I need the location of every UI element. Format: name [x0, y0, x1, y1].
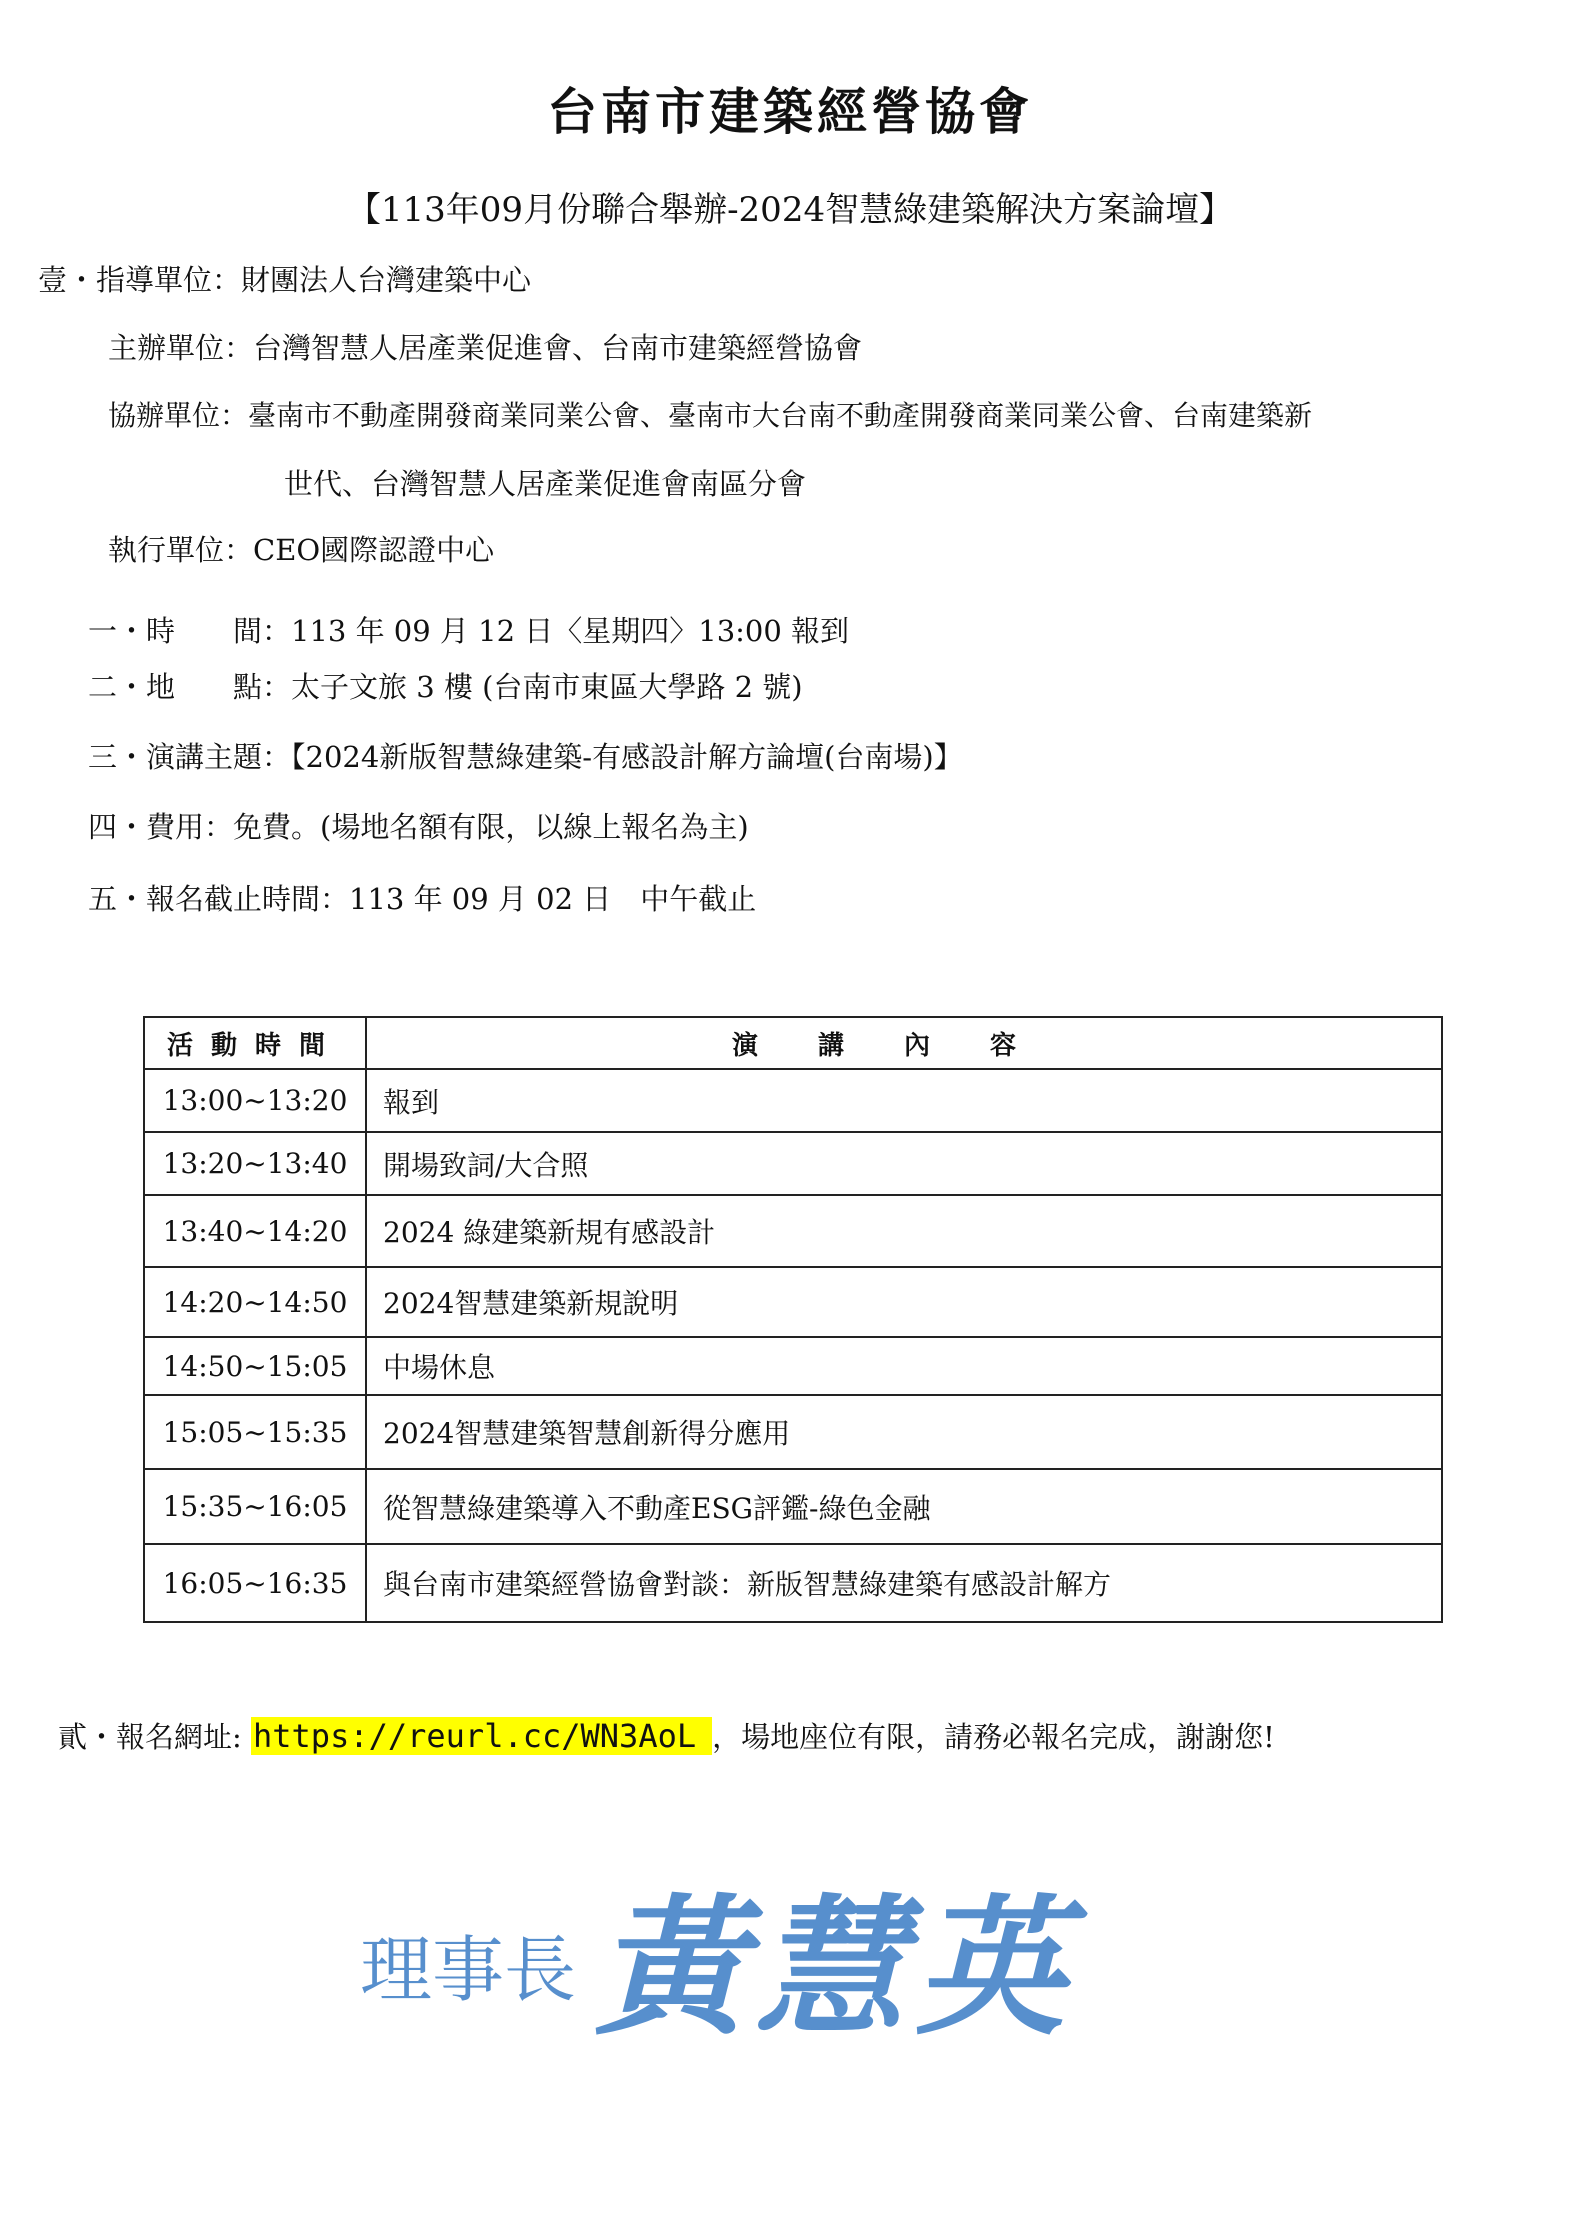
row-content: 2024 綠建築新規有感設計 [366, 1195, 1442, 1267]
schedule-header-row [144, 1017, 1442, 1069]
registration-url-link[interactable]: https://reurl.cc/WN3AoL [251, 1717, 712, 1755]
guide-unit: 壹・指導單位：財團法人台灣建築中心 [38, 263, 532, 297]
row-content: 開場致詞/大合照 [366, 1132, 1442, 1195]
row-time: 14:20~14:50 [144, 1267, 366, 1337]
registration-note: ，場地座位有限，請務必報名完成，謝謝您! [712, 1720, 1275, 1754]
event-fee: 四・費用：免費。(場地名額有限，以線上報名為主) [88, 810, 749, 844]
row-content: 中場休息 [366, 1337, 1442, 1395]
row-time: 16:05~16:35 [144, 1544, 366, 1622]
row-time: 14:50~15:05 [144, 1337, 366, 1395]
table-row [144, 1195, 1442, 1267]
table-row [144, 1544, 1442, 1622]
signature-stamp-graphic [360, 1855, 1130, 2065]
header-lecture-content: 演講內容 [366, 1017, 1442, 1069]
table-row [144, 1469, 1442, 1544]
co-host-unit-continued: 世代、台灣智慧人居產業促進會南區分會 [284, 467, 807, 501]
registration-deadline: 五・報名截止時間：113 年 09 月 02 日 中午截止 [88, 882, 757, 916]
table-row [144, 1267, 1442, 1337]
executor-unit: 執行單位：CEO國際認證中心 [108, 533, 495, 567]
row-content: 從智慧綠建築導入不動產ESG評鑑-綠色金融 [366, 1469, 1442, 1544]
table-row [144, 1132, 1442, 1195]
row-time: 13:20~13:40 [144, 1132, 366, 1195]
registration-label: 貳・報名網址: [58, 1720, 251, 1754]
schedule-table [143, 1016, 1443, 1623]
signature-title: 理事長 [360, 1928, 577, 2012]
row-content: 報到 [366, 1069, 1442, 1132]
row-content: 2024智慧建築智慧創新得分應用 [366, 1395, 1442, 1469]
co-host-unit: 協辦單位：臺南市不動產開發商業同業公會、臺南市大台南不動產開發商業同業公會、台南建築新 [108, 399, 1313, 432]
row-content: 與台南市建築經營協會對談：新版智慧綠建築有感設計解方 [366, 1544, 1442, 1622]
row-time: 13:00~13:20 [144, 1069, 366, 1132]
row-content: 2024智慧建築新規說明 [366, 1267, 1442, 1337]
host-unit: 主辦單位：台灣智慧人居產業促進會、台南市建築經營協會 [108, 331, 863, 365]
chairman-signature [360, 1855, 1130, 2065]
table-row [144, 1069, 1442, 1132]
event-topic: 三・演講主題：【2024新版智慧綠建築-有感設計解方論壇(台南場)】 [88, 740, 963, 774]
registration-line [58, 1715, 1275, 1756]
table-row [144, 1395, 1442, 1469]
header-activity-time: 活動時間 [144, 1017, 366, 1069]
event-time: 一・時 間：113 年 09 月 12 日〈星期四〉13:00 報到 [88, 614, 850, 648]
organization-title: 台南市建築經營協會 [547, 82, 1033, 141]
row-time: 15:35~16:05 [144, 1469, 366, 1544]
event-subtitle: 【113年09月份聯合舉辦-2024智慧綠建築解決方案論壇】 [346, 190, 1234, 230]
row-time: 13:40~14:20 [144, 1195, 366, 1267]
event-place: 二・地 點：太子文旅 3 樓 (台南市東區大學路 2 號) [88, 670, 803, 704]
row-time: 15:05~15:35 [144, 1395, 366, 1469]
table-row [144, 1337, 1442, 1395]
signature-name: 黃慧英 [595, 1880, 1076, 2056]
